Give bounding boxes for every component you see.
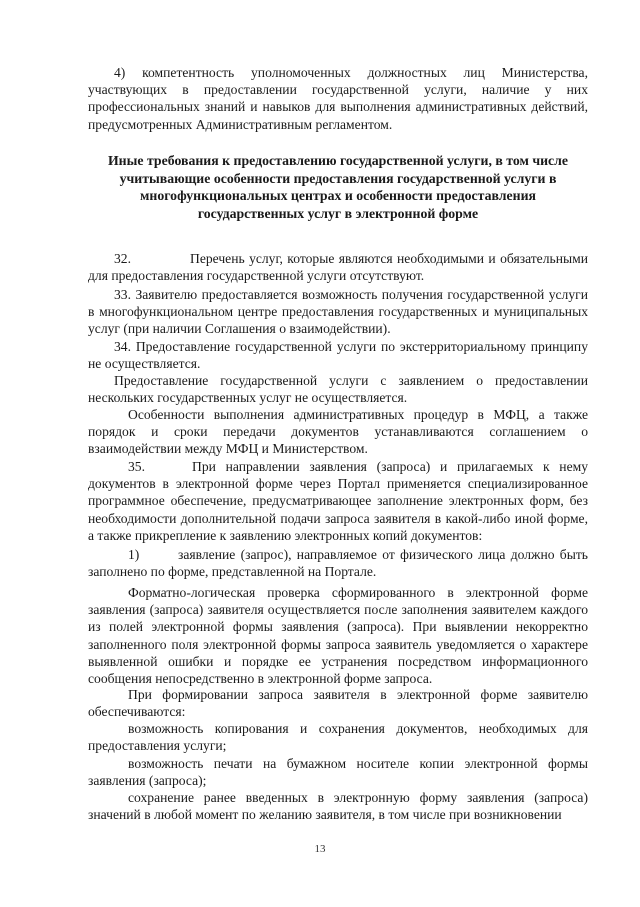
- paragraph-32: [88, 250, 588, 284]
- paragraph-35: [88, 458, 588, 544]
- paragraph-copy-option: возможность копирования и сохранения документов, необходимых для предоставления услуги;: [88, 721, 588, 754]
- paragraph-format-check: Форматно-логическая проверка сформированного в электронной форме заявления (запроса) заявителя осуществляется после заполнения заявителем каждого из полей электронной формы заявления (запроса). При выявлении некорректно заполненного поля электронной формы запроса заявитель уведомляется о характере выявленной ошибки и порядке ее устранения посредством информационного сообщения непосредственно в электронной форме запроса.: [88, 585, 588, 687]
- paragraph-forming-request: При формировании запроса заявителя в электронной форме заявителю обеспечиваются:: [88, 687, 588, 720]
- section-heading: Иные требования к предоставлению государственной услуги, в том числе учитывающие особенности предоставления государственной услуги в многофункциональных центрах и особенности предоставления государственных услуг в электронной форме: [107, 153, 569, 221]
- paragraph-item-1: [88, 546, 588, 580]
- paragraph-32-number: 32.: [114, 251, 131, 266]
- paragraph-competence: 4) компетентность уполномоченных должностных лиц Министерства, участвующих в предоставлении государственной услуги, наличие у них профессиональных знаний и навыков для выполнения административных действий, предусмотренных Административным регламентом.: [88, 65, 588, 132]
- paragraph-item-1-text: заявление (запрос), направляемое от физического лица должно быть заполнено по форме, представленной на Портале.: [88, 547, 588, 580]
- paragraph-mfc-features: Особенности выполнения административных процедур в МФЦ, а также порядок и сроки передачи документов устанавливаются соглашением о взаимодействии между МФЦ и Министерством.: [88, 407, 588, 457]
- paragraph-35-text: При направлении заявления (запроса) и прилагаемых к нему документов в электронной форме через Портал применяется специализированное программное обеспечение, предусматривающее заполнение электронных форм, без необходимости дополнительной подачи запроса заявителя в какой-либо иной форме, а также прикрепление к заявлению электронных копий документов:: [88, 459, 588, 543]
- page-number: 13: [314, 843, 326, 855]
- paragraph-35-number: 35.: [128, 459, 145, 474]
- paragraph-32-text: Перечень услуг, которые являются необходимыми и обязательными для предоставления государственной услуги отсутствуют.: [88, 251, 588, 284]
- paragraph-33: 33. Заявителю предоставляется возможность получения государственной услуги в многофункциональном центре предоставления государственных и муниципальных услуг (при наличии Соглашения о взаимодействии).: [88, 287, 588, 337]
- paragraph-item-1-number: 1): [128, 547, 140, 562]
- paragraph-multiple-services: Предоставление государственной услуги с заявлением о предоставлении нескольких государственных услуг не осуществляется.: [88, 373, 588, 406]
- paragraph-34: 34. Предоставление государственной услуги по экстерриториальному принципу не осуществляется.: [88, 339, 588, 372]
- paragraph-print-option: возможность печати на бумажном носителе копии электронной формы заявления (запроса);: [88, 756, 588, 789]
- paragraph-save-option: сохранение ранее введенных в электронную форму заявления (запроса) значений в любой момент по желанию заявителя, в том числе при возникновении: [88, 790, 588, 823]
